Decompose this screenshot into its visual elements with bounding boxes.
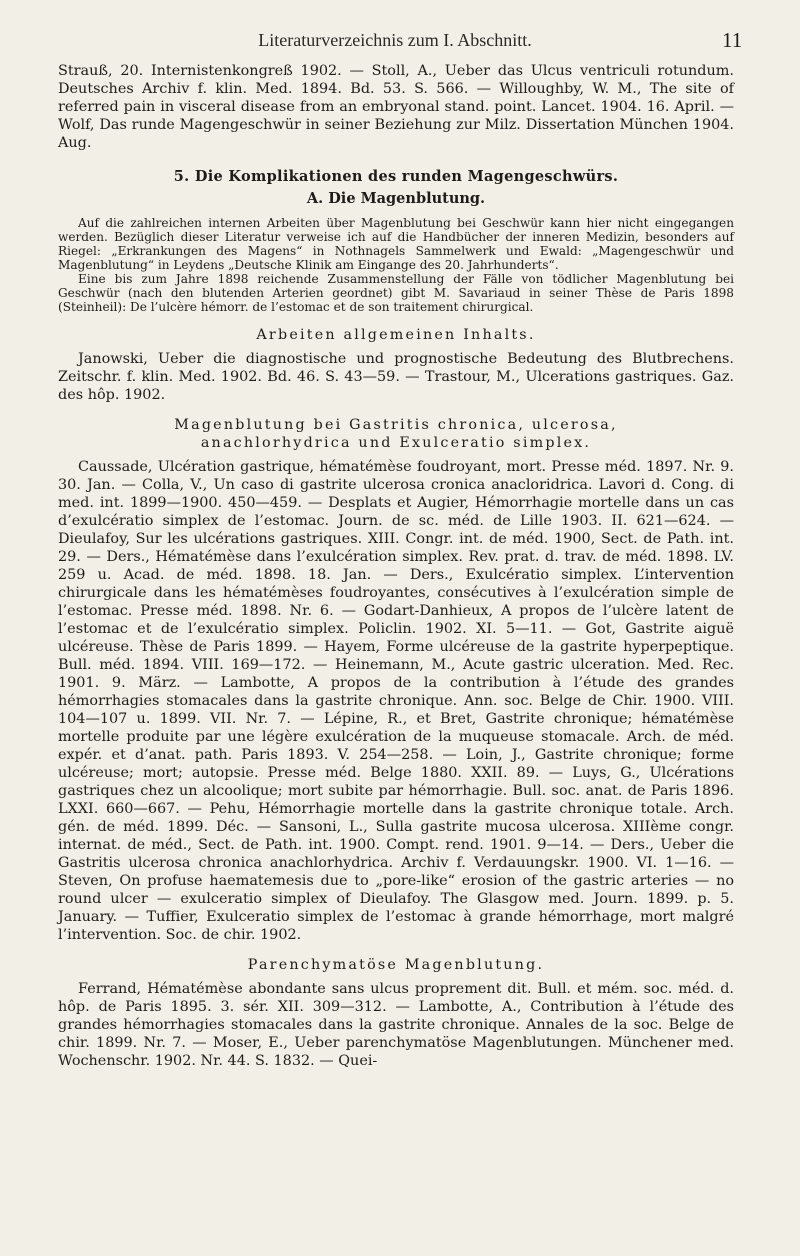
- note-paragraph-1: Auf die zahlreichen internen Arbeiten über Magenblutung bei Geschwür kann hier nicht eingegangen werden. Bezüglich dieser Literatur verweise ich auf die Handbücher der inneren Medizin, besonders auf Riegel: „Erkrankungen des Magens“ in Nothnagels Sammelwerk und Ewald: „Magengeschwür und Magenblutung“ in Leydens „Deutsche Klinik am Eingange des 20. Jahrhunderts“.: [58, 216, 734, 272]
- intro-references: Strauß, 20. Internistenkongreß 1902. — Stoll, A., Ueber das Ulcus ventriculi rotundum. Deutsches Archiv f. klin. Med. 1894. Bd. 53. S. 566. — Willoughby, W. M., The site of referred pain in visceral disease from an embryonal stand. point. Lancet. 1904. 16. April. — Wolf, Das runde Magengeschwür in seiner Beziehung zur Milz. Dissertation München 1904. Aug.: [58, 63, 734, 151]
- gastritis-references: Caussade, Ulcération gastrique, hématémèse foudroyant, mort. Presse méd. 1897. Nr. 9. 30. Jan. — Colla, V., Un caso di gastrite ulcerosa cronica anacloridrica. Lavori d. Cong. di med. int. 1899—1900. 450—459. — Desplats et Augier, Hémorrhagie mortelle dans un cas d’exulcératio simplex de l’estomac. Journ. de sc. méd. de Lille 1903. II. 621—624. — Dieulafoy, Sur les ulcérations gastriques. XIII. Congr. int. de méd. 1900, Sect. de Path. int. 29. — Ders., Hématémèse dans l’exulcération simplex. Rev. prat. d. trav. de méd. 1898. LV. 259 u. Acad. de méd. 1898. 18. Jan. — Ders., Exulcératio simplex. L’intervention chirurgicale dans les hématémèses foudroyantes, consécutives à l’exulcération simple de l’estomac. Presse méd. 1898. Nr. 6. — Godart-Danhieux, A propos de l’ulcère latent de l’estomac et de l’exulcératio simplex. Policlin. 1902. XI. 5—11. — Got, Gastrite aiguë ulcéreuse. Thèse de Paris 1899. — Hayem, Forme ulcéreuse de la gastrite hyperpeptique. Bull. méd. 1894. VIII. 169—172. — Heinemann, M., Acute gastric ulceration. Med. Rec. 1901. 9. März. — Lambotte, A propos de la contribution à l’étude des grandes hémorrhagies stomacales dans la gastrite chronique. Ann. soc. Belge de Chir. 1900. VIII. 104—107 u. 1899. VII. Nr. 7. — Lépine, R., et Bret, Gastrite chronique; hématémèse mortelle produite par une légère exulcération de la muqueuse stomacale. Arch. de méd. expér. et d’anat. path. Paris 1893. V. 254—258. — Loin, J., Gastrite chronique; forme ulcéreuse; mort; autopsie. Presse méd. Belge 1880. XXII. 89. — Luys, G., Ulcérations gastriques chez un alcoolique; mort subite par hémorrhagie. Bull. soc. anat. de Paris 1896. LXXI. 660—667. — Pehu, Hémorrhagie mortelle dans la gastrite chronique totale. Arch. gén. de méd. 1899. Déc. — Sansoni, L., Sulla gastrite mucosa ulcerosa. XIIIème congr. internat. de méd., Sect. de Path. int. 1900. Compt. rend. 1901. 9—14. — Ders., Ueber die Gastritis ulcerosa chronica anachlorhydrica. Archiv f. Verdauungskr. 1900. VI. 1—16. — Steven, On profuse haematemesis due to „pore-like“ erosion of the gastric arteries — no round ulcer — exulceratio simplex of Dieulafoy. The Glasgow med. Journ. 1899. p. 5. January. — Tuffier, Exulceratio simplex de l’estomac à grande hémorrhage, mort malgré l’intervention. Soc. de chir. 1902.: [58, 459, 734, 943]
- note-paragraph-2: Eine bis zum Jahre 1898 reichende Zusammenstellung der Fälle von tödlicher Magenblutung bei Geschwür (nach den blutenden Arterien geordnet) gibt M. Savariaud in seiner Thèse de Paris 1898 (Steinheil): De l’ulcère hémorr. de l’estomac et de son traitement chirurgical.: [58, 272, 734, 314]
- section-subheading: A. Die Magenblutung.: [306, 190, 486, 207]
- gastritis-heading-line1: Magenblutung bei Gastritis chronica, ulcerosa,: [174, 417, 618, 433]
- running-title: Literaturverzeichnis zum I. Abschnitt.: [258, 30, 532, 50]
- general-references: Janowski, Ueber die diagnostische und prognostische Bedeutung des Blutbrechens. Zeitschr. f. klin. Med. 1902. Bd. 46. S. 43—59. — Trastour, M., Ulcerations gastriques. Gaz. des hôp. 1902.: [58, 351, 734, 403]
- gastritis-heading-line2: anachlorhydrica und Exulceratio simplex.: [200, 435, 592, 451]
- general-heading: Arbeiten allgemeinen Inhalts.: [256, 327, 536, 343]
- page-number: 11: [722, 28, 743, 52]
- parenchymatous-references: Ferrand, Hématémèse abondante sans ulcus proprement dit. Bull. et mém. soc. méd. d. hôp. de Paris 1895. 3. sér. XII. 309—312. — Lambotte, A., Contribution à l’étude des grandes hémorrhagies stomacales dans la gastrite chronique. Annales de la soc. Belge de chir. 1899. Nr. 7. — Moser, E., Ueber parenchymatöse Magenblutungen. Münchener med. Wochenschr. 1902. Nr. 44. S. 1832. — Quei-: [58, 981, 734, 1069]
- parenchymatous-heading: Parenchymatöse Magenblutung.: [247, 957, 545, 973]
- section-heading: 5. Die Komplikationen des runden Magengeschwürs.: [173, 168, 619, 185]
- page-body: [58, 62, 734, 1070]
- gastritis-heading: [58, 416, 734, 452]
